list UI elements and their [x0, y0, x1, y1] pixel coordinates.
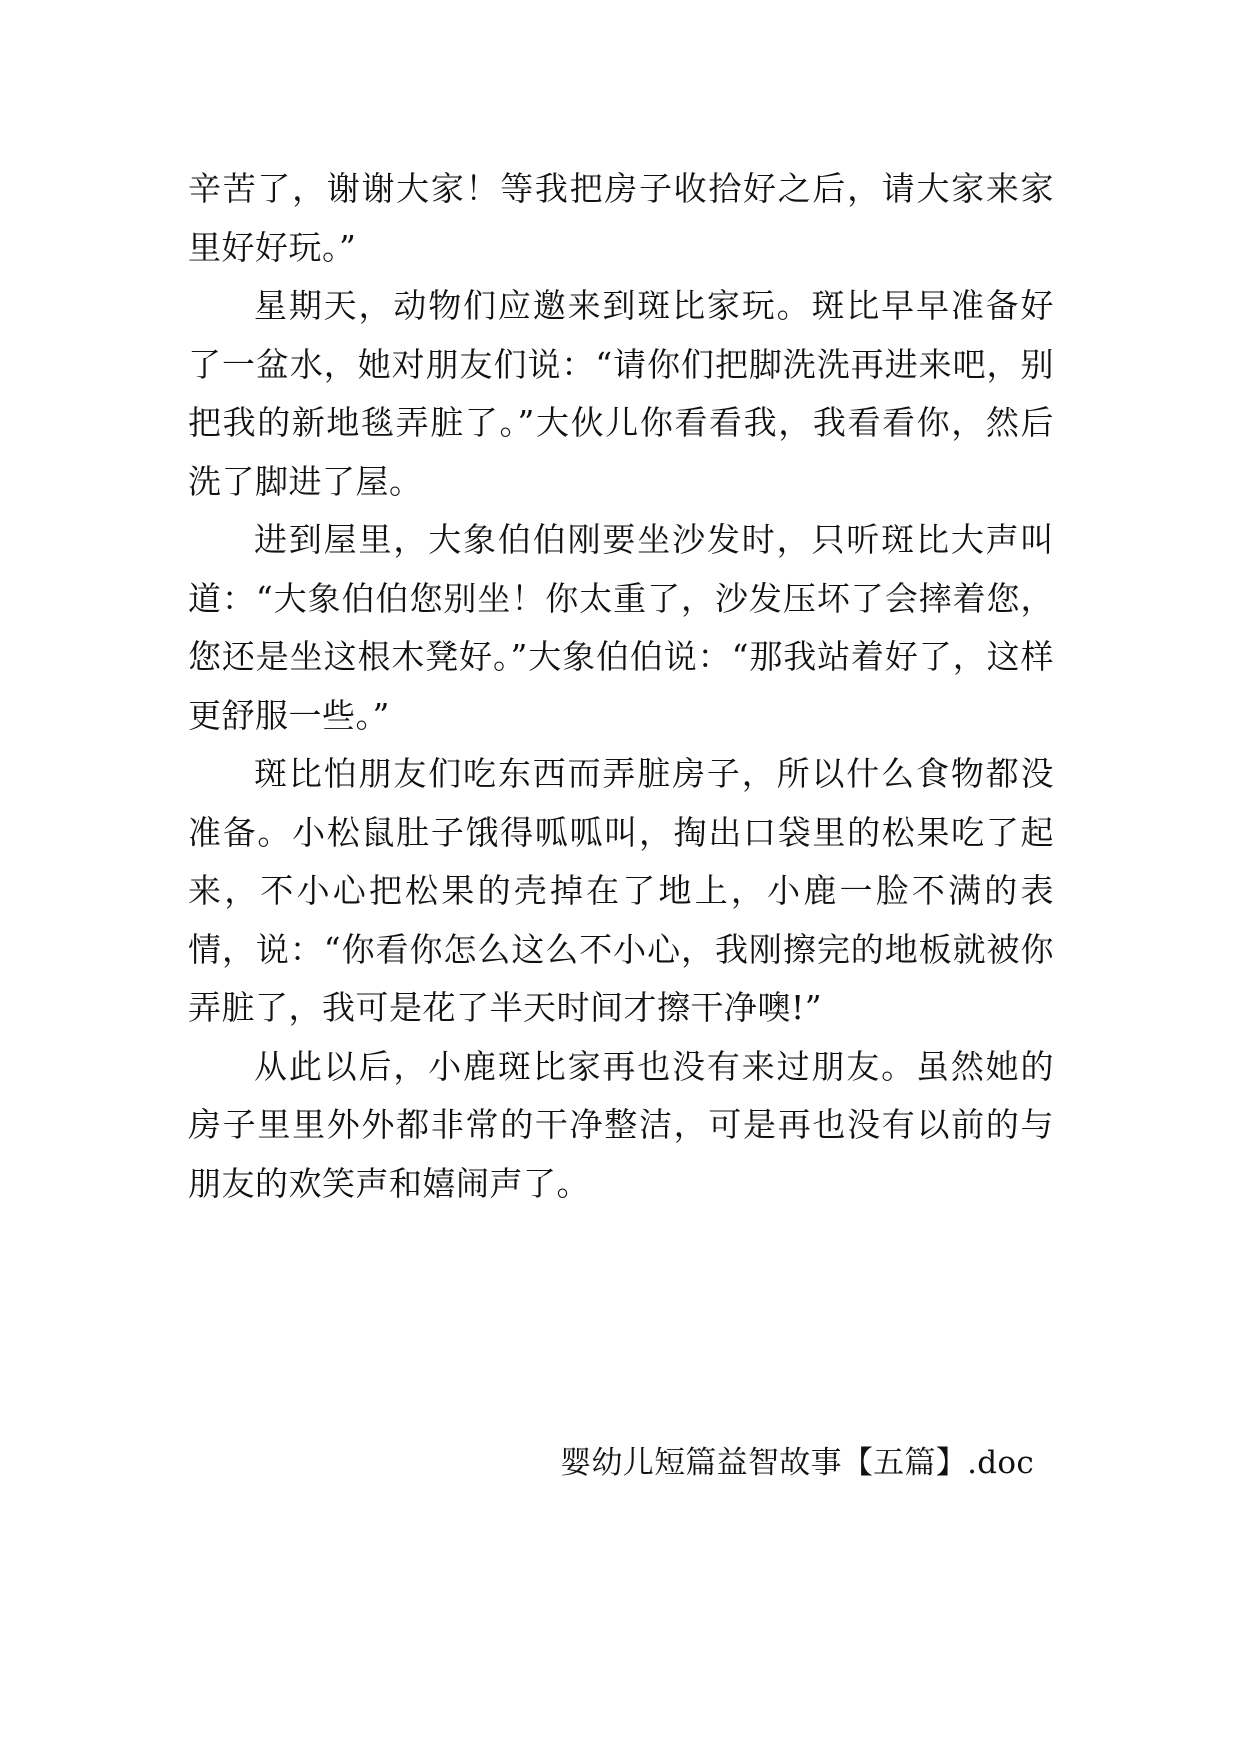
- paragraph-3: 进到屋里，大象伯伯刚要坐沙发时，只听斑比大声叫道：“大象伯伯您别坐！你太重了，沙发压坏了会摔着您，您还是坐这根木凳好。”大象伯伯说：“那我站着好了，这样更舒服一些。”: [188, 520, 1054, 735]
- document-footer-title: 婴幼儿短篇益智故事【五篇】.doc: [560, 1445, 1034, 1481]
- paragraph-4: 斑比怕朋友们吃东西而弄脏房子，所以什么食物都没准备。小松鼠肚子饿得呱呱叫，掏出口袋里的松果吃了起来，不小心把松果的壳掉在了地上，小鹿一脸不满的表情，说：“你看你怎么这么不小心，我刚擦完的地板就被你弄脏了，我可是花了半天时间才擦干净噢!”: [188, 754, 1054, 1027]
- paragraph-5: 从此以后，小鹿斑比家再也没有来过朋友。虽然她的房子里里外外都非常的干净整洁，可是再也没有以前的与朋友的欢笑声和嬉闹声了。: [188, 1046, 1054, 1203]
- story-body: [188, 160, 1054, 1213]
- paragraph-2: 星期天，动物们应邀来到斑比家玩。斑比早早准备好了一盆水，她对朋友们说：“请你们把脚洗洗再进来吧，别把我的新地毯弄脏了。”大伙儿你看看我，我看看你，然后洗了脚进了屋。: [188, 286, 1054, 501]
- paragraph-1: 辛苦了，谢谢大家！等我把房子收拾好之后，请大家来家里好好玩。”: [188, 169, 1054, 267]
